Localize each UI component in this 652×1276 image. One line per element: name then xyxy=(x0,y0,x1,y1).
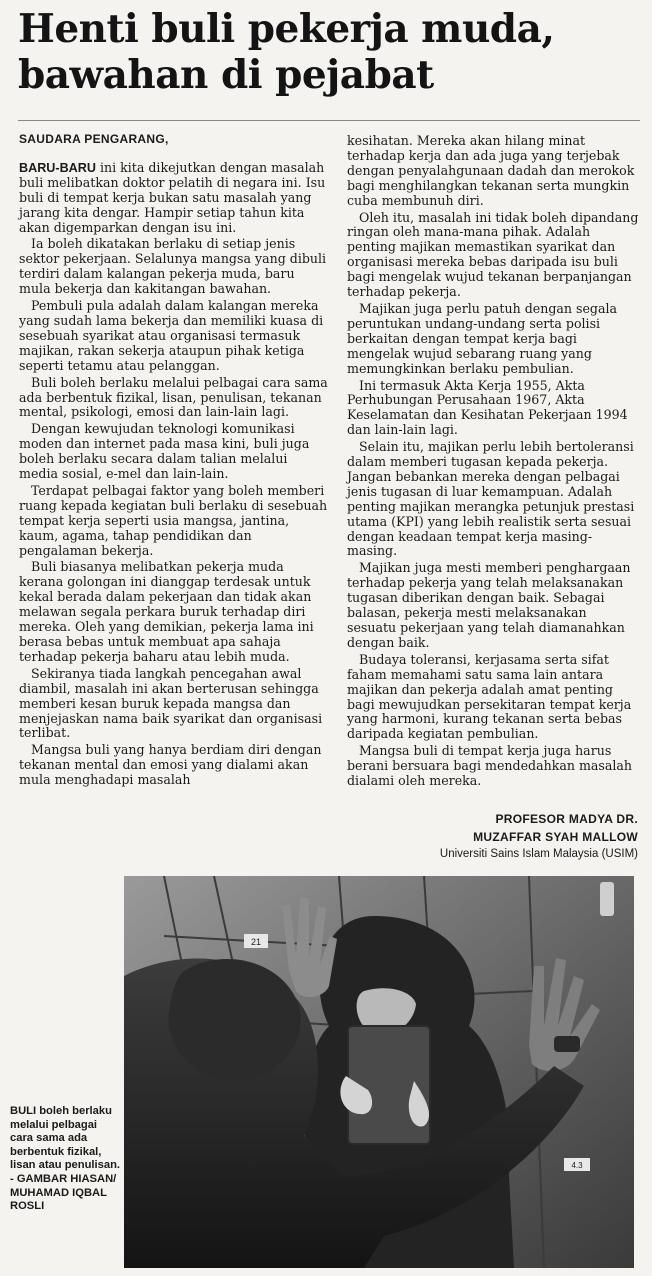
headline-line-2: bawahan di pejabat xyxy=(18,52,434,98)
photo-credit: - GAMBAR HIASAN/ MUHAMAD IQBAL ROSLI xyxy=(10,1172,117,1213)
headline-line-1: Henti buli pekerja muda, xyxy=(18,6,555,52)
locker-number-text: 21 xyxy=(250,937,262,947)
body-paragraph: Dengan kewujudan teknologi komunikasi moden dan internet pada masa kini, buli juga boleh berlaku secara dalam talian melalui media sosial, e-mel dan lain-lain. xyxy=(19,421,310,482)
locker-lock xyxy=(600,882,614,916)
lead-word: BARU-BARU xyxy=(19,160,96,175)
article-photo xyxy=(124,876,634,1268)
notebook xyxy=(348,1026,430,1144)
body-paragraph: Oleh itu, masalah ini tidak boleh dipandang ringan oleh mana-mana pihak. Adalah penting majikan memastikan syarikat dan organisasi mereka bebas daripada isu buli bagi mengelak wujud tekanan berpanjangan terhadap pekerja. xyxy=(347,209,639,300)
author-institution: Universiti Sains Islam Malaysia (USIM) xyxy=(439,848,638,860)
body-paragraph: Budaya toleransi, kerjasama serta sifat faham memahami satu sama lain antara majikan dan pekerja adalah amat penting bagi mewujudkan persekitaran tempat kerja yang harmoni, kurang tekanan serta bebas daripada kegiatan pembulian. xyxy=(347,651,632,742)
body-paragraph: Ini termasuk Akta Kerja 1955, Akta Perhubungan Perusahaan 1967, Akta Keselamatan dan Kesihatan Pekerjaan 1994 dan lain-lain lagi. xyxy=(347,377,628,438)
lead-paragraph xyxy=(19,161,330,236)
body-paragraph: Sekiranya tiada langkah pencegahan awal diambil, masalah ini akan berterusan sehingga memberi kesan buruk kepada mangsa dan menjejaskan nama baik syarikat dan organisasi terlibat. xyxy=(19,665,323,741)
continued-paragraph: kesihatan. Mereka akan hilang minat terhadap kerja dan ada juga yang terjebak dengan penyalahgunaan dadah dan merokok bagi menghilangkan tekanan serta mungkin cuba membunuh diri. xyxy=(347,133,635,208)
body-paragraph: Mangsa buli yang hanya berdiam diri dengan tekanan mental dan emosi yang dialami akan mula menghadapi masalah xyxy=(19,742,322,788)
article-headline xyxy=(18,6,638,98)
wristwatch xyxy=(554,1036,580,1052)
body-paragraph: Selain itu, majikan perlu lebih bertoleransi dalam memberi tugasan kepada pekerja. Jangan bebankan mereka dengan pelbagai jenis tugasan di luar kemampuan. Adalah penting majikan merangka petunjuk prestasi utama (KPI) yang lebih realistik serta sesuai dengan keadaan tempat kerja masing-masing. xyxy=(347,439,635,559)
body-paragraph: Majikan juga mesti memberi penghargaan terhadap pekerja yang telah melaksanakan tugasan diberikan dengan baik. Sebagai balasan, pekerja mesti melaksanakan sesuatu pekerjaan yang telah diamanahkan dengan baik. xyxy=(347,560,631,650)
lead-text: ini kita dikejutkan dengan masalah buli melibatkan doktor pelatih di negara ini. Isu buli di tempat kerja bukan satu masalah yang jarang kita dengar. Hampir setiap tahun kita akan digemparkan dengan isu ini. xyxy=(19,159,326,235)
author-name: MUZAFFAR SYAH MALLOW xyxy=(473,830,638,844)
body-paragraph: Pembuli pula adalah dalam kalangan mereka yang sudah lama bekerja dan memiliki kuasa di sesebuah syarikat atau organisasi termasuk majikan, rakan sekerja ataupun pihak ketiga seperti tetamu atau pelanggan. xyxy=(19,298,324,373)
locker-number-text: 4.3 xyxy=(571,1161,583,1170)
photo-caption xyxy=(10,1105,122,1214)
body-paragraph: Majikan juga perlu patuh dengan segala peruntukan undang-undang serta polisi berkaitan dengan tempat kerja bagi mengelak wujud sebarang ruang yang memungkinkan berlaku pembulian. xyxy=(347,300,618,376)
caption-text: BULI boleh berlaku melalui pelbagai cara sama ada berbentuk fizikal, lisan atau penulisan. xyxy=(10,1105,121,1172)
body-paragraph: Mangsa buli di tempat kerja juga harus berani bersuara bagi mendedahkan masalah dialami oleh mereka. xyxy=(347,743,633,789)
article-column-left xyxy=(19,132,330,790)
author-signature xyxy=(440,810,638,863)
author-title: PROFESOR MADYA DR. xyxy=(495,812,638,826)
body-paragraph: Terdapat pelbagai faktor yang boleh memberi ruang kepada kegiatan buli berlaku di sesebuah tempat kerja seperti usia mangsa, jantina, kaum, agama, tahap pendidikan dan pengalaman bekerja. xyxy=(19,482,328,558)
body-paragraph: Buli boleh berlaku melalui pelbagai cara sama ada berbentuk fizikal, lisan, penulisan, tekanan mental, psikologi, emosi dan lain-lain lagi. xyxy=(19,374,328,420)
body-paragraph: Ia boleh dikatakan berlaku di setiap jenis sektor pekerjaan. Selalunya mangsa yang dibuli terdiri dalam kalangan pekerja muda, baru mula bekerja dan kakitangan bawahan. xyxy=(19,236,327,297)
body-paragraph: Buli biasanya melibatkan pekerja muda kerana golongan ini dianggap terdesak untuk kekal berada dalam pekerjaan dan tidak akan melawan segala perkara buruk terhadap diri mereka. Oleh yang demikian, pekerja lama ini berasa bebas untuk membuat apa sahaja terhadap pekerja baharu atau lebih muda. xyxy=(19,559,314,664)
salutation: SAUDARA PENGARANG, xyxy=(19,132,169,146)
article-column-right xyxy=(347,134,639,791)
headline-divider xyxy=(18,120,640,121)
